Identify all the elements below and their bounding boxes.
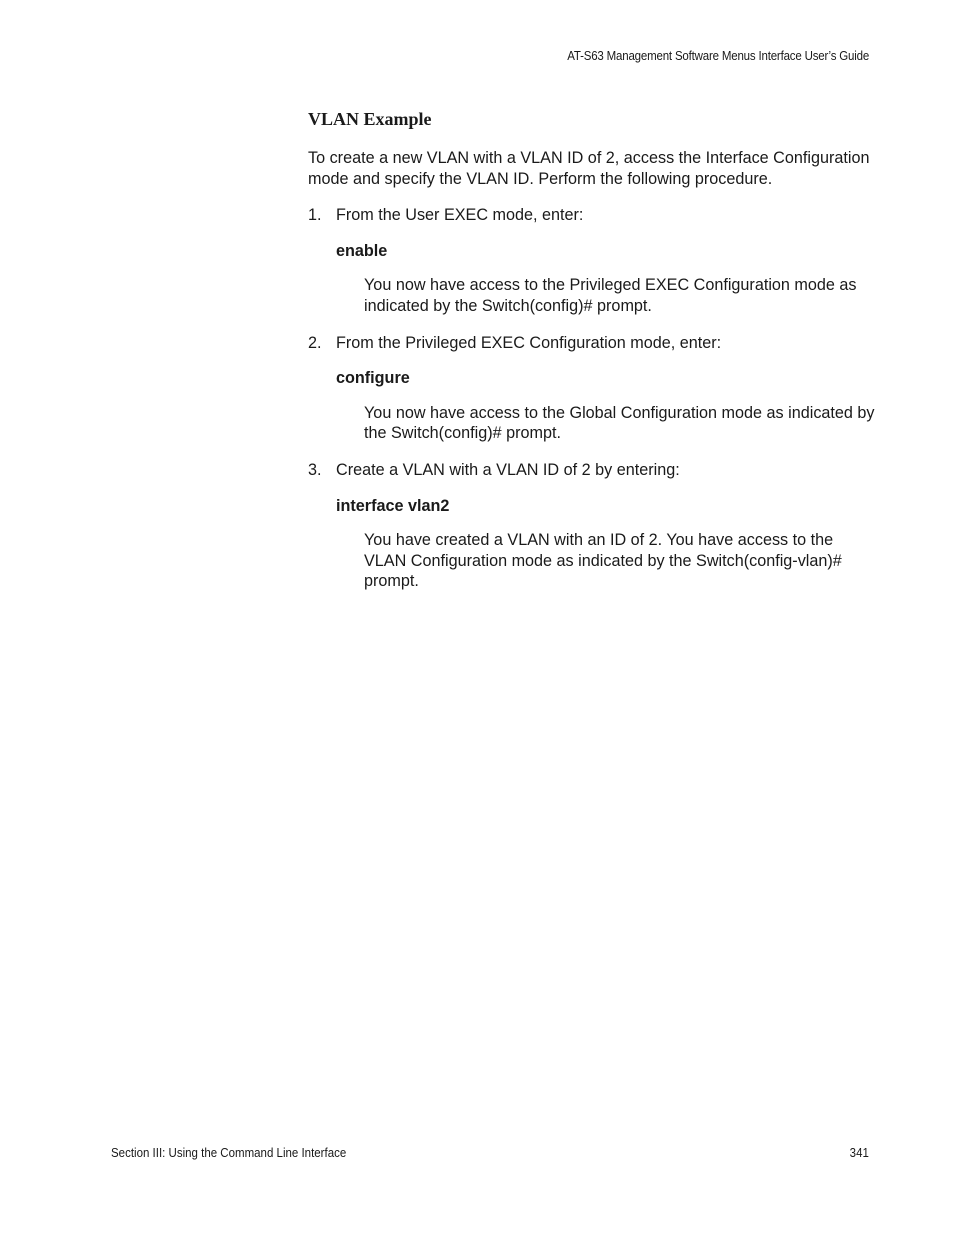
step-number: 2. xyxy=(308,333,322,352)
step-result: You have created a VLAN with an ID of 2. You have access to the VLAN Configuration mode as indicated by the Switch(config-vlan)# prompt. xyxy=(364,531,842,591)
intro-paragraph: To create a new VLAN with a VLAN ID of 2, access the Interface Configuration mode and specify the VLAN ID. Perform the following procedure. xyxy=(308,149,870,188)
procedure-step-1 xyxy=(308,205,873,316)
step-text: From the Privileged EXEC Configuration mode, enter: xyxy=(336,333,722,352)
command-text: configure xyxy=(336,369,410,388)
step-instruction xyxy=(308,460,873,481)
running-footer xyxy=(111,1146,869,1160)
running-header: AT-S63 Management Software Menus Interface User’s Guide xyxy=(567,49,869,63)
step-result: You now have access to the Privileged EXEC Configuration mode as indicated by the Switch(config)# prompt. xyxy=(364,276,857,315)
step-text: Create a VLAN with a VLAN ID of 2 by entering: xyxy=(336,460,680,479)
page-content xyxy=(308,108,873,608)
step-text: From the User EXEC mode, enter: xyxy=(336,206,584,225)
step-result: You now have access to the Global Configuration mode as indicated by the Switch(config)# prompt. xyxy=(364,403,875,443)
step-number: 3. xyxy=(308,460,322,479)
procedure-step-3 xyxy=(308,460,873,592)
step-instruction xyxy=(308,333,873,354)
page-number: 341 xyxy=(849,1146,869,1160)
section-title: VLAN Example xyxy=(308,109,432,129)
command-text: interface vlan2 xyxy=(336,496,450,515)
command-text: enable xyxy=(336,241,388,260)
procedure-step-2 xyxy=(308,333,873,444)
step-instruction xyxy=(308,205,873,226)
step-number: 1. xyxy=(308,206,322,225)
footer-section-label: Section III: Using the Command Line Interface xyxy=(111,1146,347,1160)
